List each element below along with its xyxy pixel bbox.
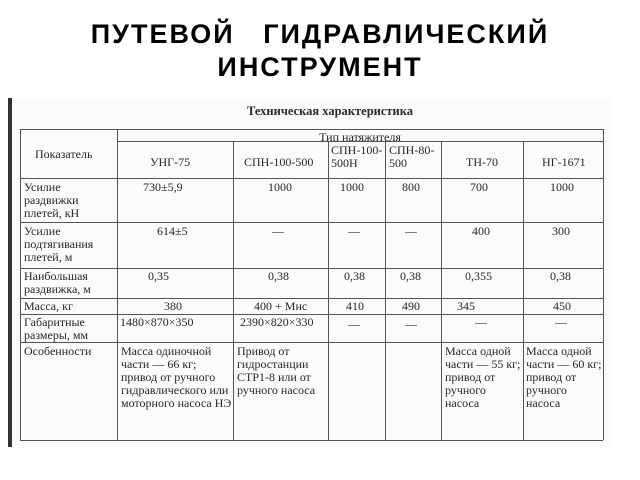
grid-line [20, 222, 603, 223]
grid-line [441, 141, 442, 440]
table-cell: 400 [472, 225, 490, 238]
table-cell: 2390×820×330 [240, 316, 314, 329]
grid-line [20, 440, 603, 441]
table-cell: — [272, 225, 284, 238]
table-cell: — [348, 225, 360, 238]
table-cell: 1480×870×350 [120, 316, 194, 329]
table-cell: 700 [470, 181, 488, 194]
table-cell [388, 345, 440, 438]
table-cell: 0,38 [550, 270, 571, 283]
table-cell: 300 [552, 225, 570, 238]
column-header-ng-1671: НГ-1671 [542, 156, 586, 169]
table-cell: 0,355 [465, 270, 492, 283]
grid-line [20, 314, 603, 315]
table-cell: 1000 [340, 181, 364, 194]
column-header-spn-100-500: СПН-100-500 [244, 156, 314, 169]
table-cell: 0,38 [400, 270, 421, 283]
grid-line [117, 129, 118, 440]
table-cell: — [405, 225, 417, 238]
table-cell [331, 345, 384, 438]
param-header: Показатель [35, 148, 93, 161]
table-cell: 380 [164, 300, 182, 313]
grid-line [20, 342, 603, 343]
row-label-features: Особенности [24, 345, 92, 358]
table-cell: Масса одной части — 60 кг; привод от ручного насоса [526, 345, 602, 410]
column-header-spn-80-500: СПН-80-500 [389, 144, 435, 170]
table-cell: 0,38 [344, 270, 365, 283]
table-cell: 490 [402, 300, 420, 313]
table-cell: 800 [402, 181, 420, 194]
table-cell: 410 [346, 300, 364, 313]
table-cell: 730±5,9 [143, 181, 183, 194]
table-cell: Масса одной части — 55 кг; привод от ручного насоса [445, 345, 521, 410]
grid-line [328, 141, 329, 440]
grid-line [603, 129, 604, 440]
grid-line [20, 178, 603, 179]
grid-line [20, 129, 21, 440]
row-label-max-spread: Наибольшая раздвижка, м [24, 270, 91, 296]
table-cell: — [405, 318, 417, 331]
table-cell: 345 [457, 300, 475, 313]
table-cell: Привод от гидростанции СТР1-8 или от ручного насоса [237, 345, 316, 397]
grid-line [20, 268, 603, 269]
table-cell: 1000 [550, 181, 574, 194]
column-header-tn-70: ТН-70 [466, 156, 498, 169]
table-cell: 0,35 [148, 270, 169, 283]
grid-line [523, 141, 524, 440]
grid-line [20, 129, 603, 130]
row-label-spread-force: Усилие раздвижки плетей, кН [24, 181, 80, 220]
slide-title-line-1: ПУТЕВОЙ ГИДРАВЛИЧЕСКИЙ [90, 19, 550, 49]
table-cell: 614±5 [157, 225, 188, 238]
type-group-header: Тип натяжителя [319, 131, 401, 144]
table-cell: Масса одиночной части — 66 кг; привод от ручного гидравлического или моторного насоса НЭ [121, 345, 232, 410]
table-cell: 1000 [268, 181, 292, 194]
row-label-dimensions: Габаритные размеры, мм [24, 316, 89, 342]
grid-line [20, 298, 603, 299]
table-cell: — [475, 316, 487, 329]
grid-line [385, 141, 386, 440]
row-label-pull-force: Усилие подтягивания плетей, м [24, 225, 94, 264]
table-cell: — [555, 316, 567, 329]
row-label-mass: Масса, кг [24, 300, 73, 313]
slide-title-line-2: ИНСТРУМЕНТ [217, 52, 423, 82]
grid-line [233, 141, 234, 440]
column-header-ung-75: УНГ-75 [150, 156, 191, 169]
table-caption: Техническая характеристика [247, 104, 413, 118]
table-cell: 400 + Мнс [254, 300, 308, 313]
table-cell: 0,38 [268, 270, 289, 283]
table-cell: 450 [553, 300, 571, 313]
table-cell: — [348, 318, 360, 331]
column-header-spn-100-500n: СПН-100-500Н [331, 144, 383, 170]
slide-title [0, 18, 640, 84]
